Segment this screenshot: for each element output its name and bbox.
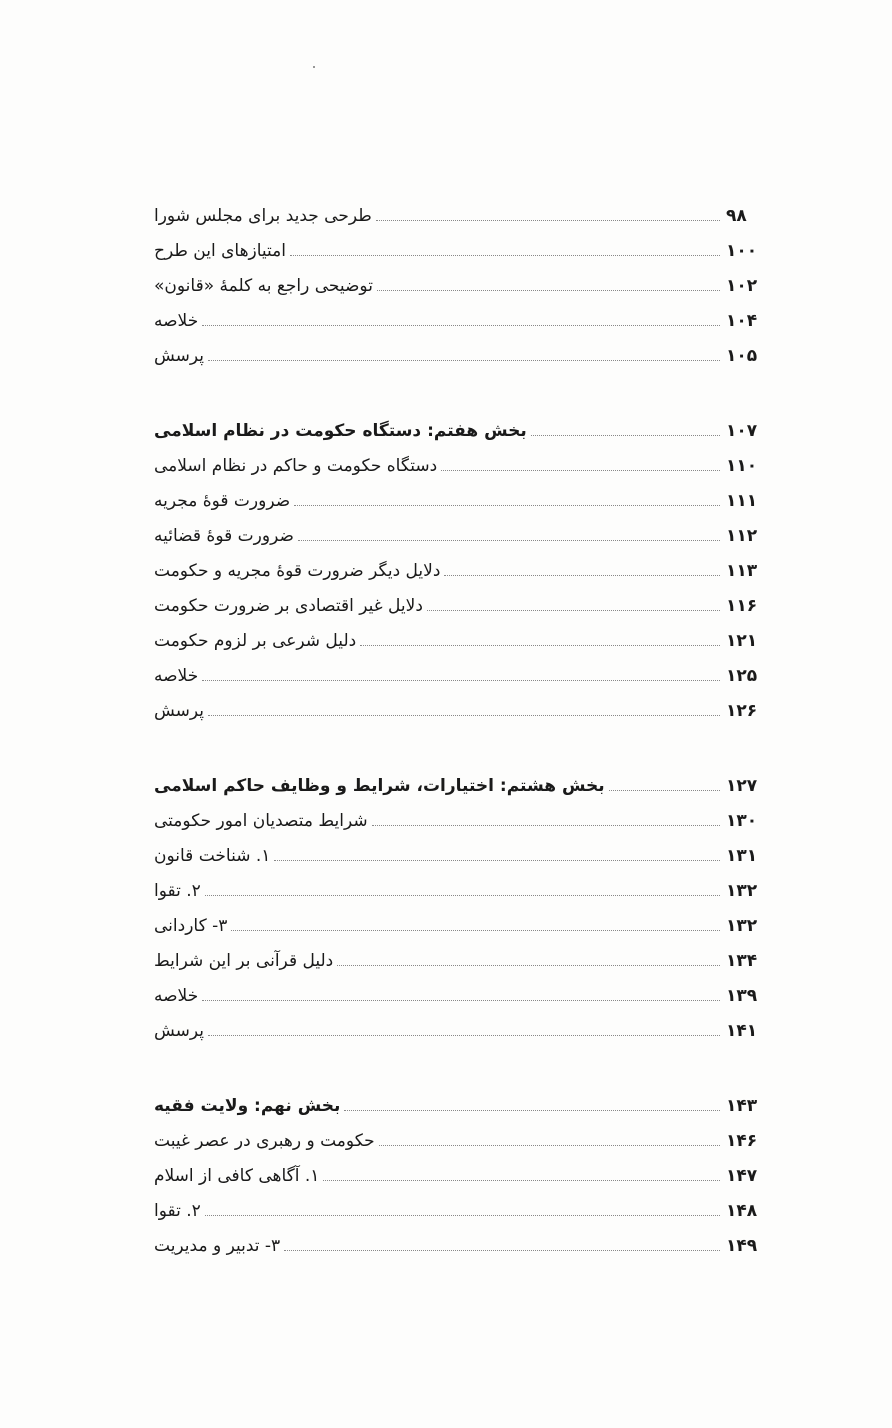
entry-title: دلایل غیر اقتصادی بر ضرورت حکومت bbox=[154, 595, 423, 616]
entry-title: ۳- کاردانی bbox=[154, 915, 228, 936]
entry-title: ضرورت قوهٔ قضائیه bbox=[154, 525, 294, 546]
dot-leader bbox=[294, 505, 720, 506]
page-number: ۹۸ bbox=[726, 205, 747, 226]
entry-title: طرحی جدید برای مجلس شورا bbox=[154, 205, 372, 226]
dot-leader bbox=[337, 965, 720, 966]
page-number: ۱۴۶ bbox=[726, 1130, 758, 1151]
entry-title: خلاصه bbox=[154, 310, 199, 331]
page-number: ۱۳۴ bbox=[726, 950, 758, 971]
dot-leader bbox=[427, 610, 720, 611]
toc-entry bbox=[150, 1013, 770, 1048]
toc-entry bbox=[150, 303, 770, 338]
page-number: ۱۰۵ bbox=[726, 345, 758, 366]
toc-entry bbox=[150, 483, 770, 518]
dot-leader bbox=[231, 930, 720, 931]
toc-entry bbox=[150, 518, 770, 553]
page-number: ۱۴۹ bbox=[726, 1235, 758, 1256]
toc-entry bbox=[150, 1228, 770, 1263]
page-number: ۱۴۸ bbox=[726, 1200, 758, 1221]
entry-title: خلاصه bbox=[154, 985, 199, 1006]
dot-leader bbox=[323, 1180, 720, 1181]
table-of-contents bbox=[150, 198, 770, 1303]
page-number: ۱۳۱ bbox=[726, 845, 758, 866]
entry-title: پرسش bbox=[154, 1020, 205, 1041]
dot-leader bbox=[441, 470, 720, 471]
toc-entry bbox=[150, 588, 770, 623]
dot-leader bbox=[208, 1035, 720, 1036]
toc-entry bbox=[150, 233, 770, 268]
toc-entry bbox=[150, 838, 770, 873]
toc-chapter-heading bbox=[150, 768, 770, 803]
dot-leader bbox=[344, 1110, 720, 1111]
page-number: ۱۲۶ bbox=[726, 700, 758, 721]
entry-title: پرسش bbox=[154, 700, 205, 721]
entry-title: بخش هشتم: اختیارات، شرایط و وظایف حاکم اسلامی bbox=[154, 775, 605, 796]
dot-leader bbox=[376, 220, 720, 221]
entry-title: بخش نهم: ولایت فقیه bbox=[154, 1095, 341, 1116]
page-number: ۱۱۳ bbox=[726, 560, 758, 581]
dot-leader bbox=[208, 360, 720, 361]
toc-entry bbox=[150, 623, 770, 658]
page-number: ۱۳۹ bbox=[726, 985, 758, 1006]
toc-entry bbox=[150, 1123, 770, 1158]
dot-leader bbox=[290, 255, 720, 256]
dot-leader bbox=[377, 290, 720, 291]
toc-section bbox=[150, 413, 770, 728]
toc-entry bbox=[150, 448, 770, 483]
page-number: ۱۰۲ bbox=[726, 275, 758, 296]
entry-title: ۲. تقوا bbox=[154, 1200, 201, 1221]
dot-leader bbox=[202, 1000, 720, 1001]
page-number: ۱۲۷ bbox=[726, 775, 758, 796]
entry-title: توضیحی راجع به کلمهٔ «قانون» bbox=[154, 275, 373, 296]
dot-leader bbox=[205, 1215, 720, 1216]
entry-title: دلیل شرعی بر لزوم حکومت bbox=[154, 630, 357, 651]
toc-entry bbox=[150, 268, 770, 303]
page-number: ۱۳۰ bbox=[726, 810, 758, 831]
toc-entry bbox=[150, 1193, 770, 1228]
entry-title: ۲. تقوا bbox=[154, 880, 201, 901]
dot-leader bbox=[444, 575, 720, 576]
entry-title: شرایط متصدیان امور حکومتی bbox=[154, 810, 368, 831]
toc-chapter-heading bbox=[150, 1088, 770, 1123]
entry-title: دلیل قرآنی بر این شرایط bbox=[154, 950, 334, 971]
entry-title: بخش هفتم: دستگاه حکومت در نظام اسلامی bbox=[154, 420, 527, 441]
page-number: ۱۲۱ bbox=[726, 630, 758, 651]
page-number: ۱۴۳ bbox=[726, 1095, 758, 1116]
dot-leader bbox=[360, 645, 720, 646]
dot-leader bbox=[531, 435, 720, 436]
page-number: ۱۴۷ bbox=[726, 1165, 758, 1186]
page-number: ۱۴۱ bbox=[726, 1020, 758, 1041]
page-number: ۱۳۲ bbox=[726, 915, 758, 936]
paper-speck bbox=[313, 66, 315, 68]
page-number: ۱۱۲ bbox=[726, 525, 758, 546]
page-number: ۱۱۱ bbox=[726, 490, 758, 511]
entry-title: دلایل دیگر ضرورت قوهٔ مجریه و حکومت bbox=[154, 560, 441, 581]
toc-entry bbox=[150, 1158, 770, 1193]
dot-leader bbox=[372, 825, 720, 826]
entry-title: ۱. آگاهی کافی از اسلام bbox=[154, 1165, 320, 1186]
toc-section bbox=[150, 768, 770, 1048]
toc-entry bbox=[150, 553, 770, 588]
dot-leader bbox=[284, 1250, 720, 1251]
entry-title: ۳- تدبیر و مدیریت bbox=[154, 1235, 281, 1256]
toc-section bbox=[150, 1088, 770, 1263]
dot-leader bbox=[202, 680, 720, 681]
toc-entry bbox=[150, 803, 770, 838]
toc-entry bbox=[150, 198, 770, 233]
entry-title: ضرورت قوهٔ مجریه bbox=[154, 490, 291, 511]
dot-leader bbox=[202, 325, 720, 326]
page-number: ۱۰۴ bbox=[726, 310, 758, 331]
toc-entry bbox=[150, 338, 770, 373]
toc-entry bbox=[150, 908, 770, 943]
toc-entry bbox=[150, 943, 770, 978]
toc-section bbox=[150, 198, 770, 373]
dot-leader bbox=[208, 715, 720, 716]
page-number: ۱۰۷ bbox=[726, 420, 758, 441]
entry-title: پرسش bbox=[154, 345, 205, 366]
dot-leader bbox=[205, 895, 720, 896]
dot-leader bbox=[609, 790, 720, 791]
entry-title: ۱. شناخت قانون bbox=[154, 845, 271, 866]
entry-title: امتیازهای این طرح bbox=[154, 240, 287, 261]
toc-entry bbox=[150, 978, 770, 1013]
toc-entry bbox=[150, 658, 770, 693]
toc-entry bbox=[150, 693, 770, 728]
dot-leader bbox=[298, 540, 720, 541]
entry-title: خلاصه bbox=[154, 665, 199, 686]
dot-leader bbox=[379, 1145, 720, 1146]
toc-chapter-heading bbox=[150, 413, 770, 448]
toc-entry bbox=[150, 873, 770, 908]
page-number: ۱۱۰ bbox=[726, 455, 758, 476]
page-number: ۱۱۶ bbox=[726, 595, 758, 616]
page-number: ۱۰۰ bbox=[726, 240, 758, 261]
page-number: ۱۳۲ bbox=[726, 880, 758, 901]
entry-title: دستگاه حکومت و حاکم در نظام اسلامی bbox=[154, 455, 438, 476]
page-number: ۱۲۵ bbox=[726, 665, 758, 686]
entry-title: حکومت و رهبری در عصر غیبت bbox=[154, 1130, 375, 1151]
dot-leader bbox=[274, 860, 720, 861]
